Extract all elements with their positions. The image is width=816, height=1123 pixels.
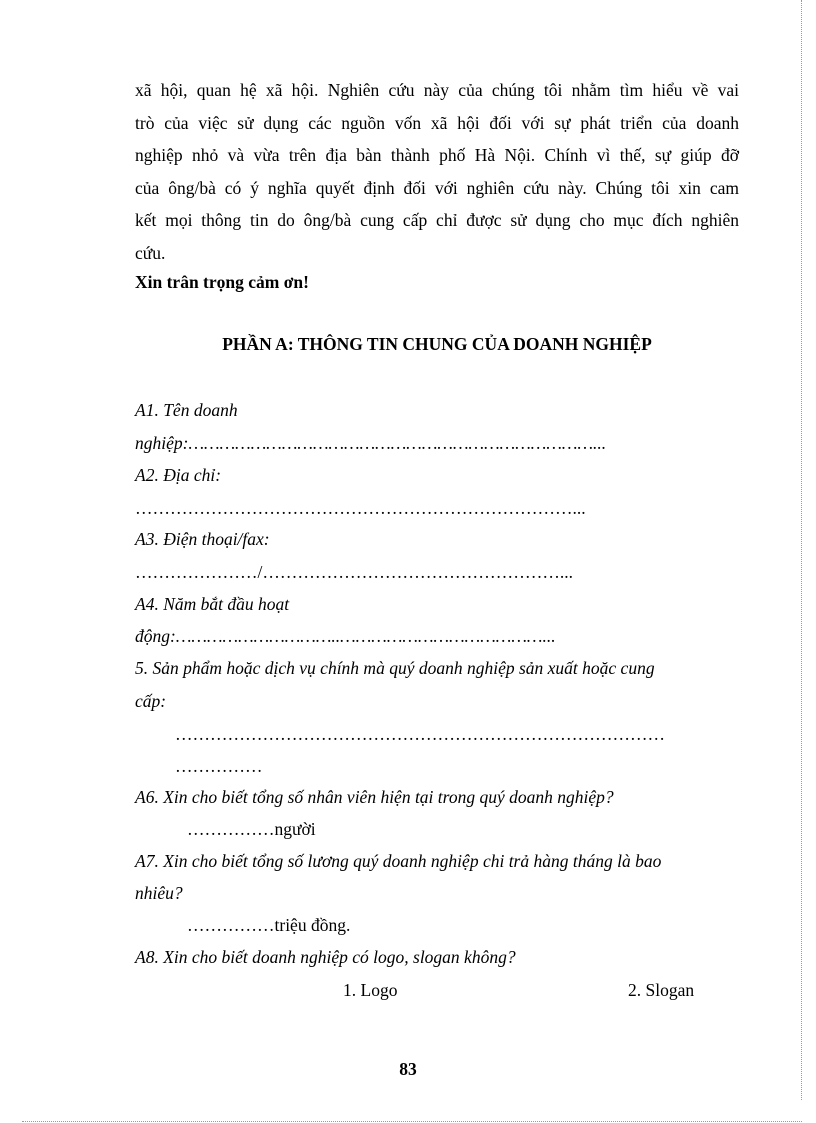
intro-line: cứu. <box>135 242 166 263</box>
question-a7-answer: ……………triệu đồng. <box>187 915 351 935</box>
question-a2-field: …………………………………………………………………... <box>135 498 586 518</box>
question-a7-label: A7. Xin cho biết tổng số lương quý doanh nghiệp chi trả hàng tháng là bao <box>135 851 662 871</box>
question-a1-label: A1. Tên doanh <box>135 400 238 420</box>
question-a5-field: ………………………………………………………………………… <box>175 724 665 744</box>
intro-line: trò của việc sử dụng các nguồn vốn xã hội đối với sự phát triển của doanh <box>135 112 739 133</box>
question-a7-label-cont: nhiêu? <box>135 883 183 903</box>
intro-line: xã hội, quan hệ xã hội. Nghiên cứu này của chúng tôi nhằm tìm hiểu về vai <box>135 80 739 100</box>
question-a4-field: động:…………………………..…………………………………... <box>135 626 556 646</box>
question-a4-label: A4. Năm bắt đầu hoạt <box>135 594 290 614</box>
page-number: 83 <box>399 1059 417 1079</box>
question-a5-label-cont: cấp: <box>135 691 167 711</box>
question-a3-field: …………………/……………………………………………... <box>135 562 573 582</box>
page-border-bottom <box>22 1121 802 1122</box>
intro-line: nghiệp nhỏ và vừa trên địa bàn thành phố Hà Nội. Chính vì thế, sự giúp đỡ <box>135 145 739 165</box>
thanks-text: Xin trân trọng cảm ơn! <box>135 272 309 292</box>
intro-paragraph <box>135 74 739 269</box>
question-a2-label: A2. Địa chỉ: <box>135 465 222 485</box>
question-a6-label: A6. Xin cho biết tổng số nhân viên hiện tại trong quý doanh nghiệp? <box>135 787 614 807</box>
question-a6-answer: ……………người <box>187 819 316 839</box>
question-a5-label: 5. Sản phẩm hoặc dịch vụ chính mà quý doanh nghiệp sản xuất hoặc cung <box>135 658 655 678</box>
intro-line: của ông/bà có ý nghĩa quyết định đối với nghiên cứu này. Chúng tôi xin cam <box>135 177 739 198</box>
option-logo: 1. Logo <box>343 980 398 1000</box>
intro-line: kết mọi thông tin do ông/bà cung cấp chỉ được sử dụng cho mục đích nghiên <box>135 210 739 230</box>
question-a3-label: A3. Điện thoại/fax: <box>135 529 270 549</box>
question-a1-field: nghiệp:……………………………………………………………………... <box>135 433 607 453</box>
option-slogan: 2. Slogan <box>628 980 695 1000</box>
page-border-right <box>801 0 802 1100</box>
question-a8-label: A8. Xin cho biết doanh nghiệp có logo, slogan không? <box>135 947 516 967</box>
question-a5-field-cont: …………… <box>175 756 263 776</box>
section-title: PHẦN A: THÔNG TIN CHUNG CỦA DOANH NGHIỆP <box>222 334 652 354</box>
